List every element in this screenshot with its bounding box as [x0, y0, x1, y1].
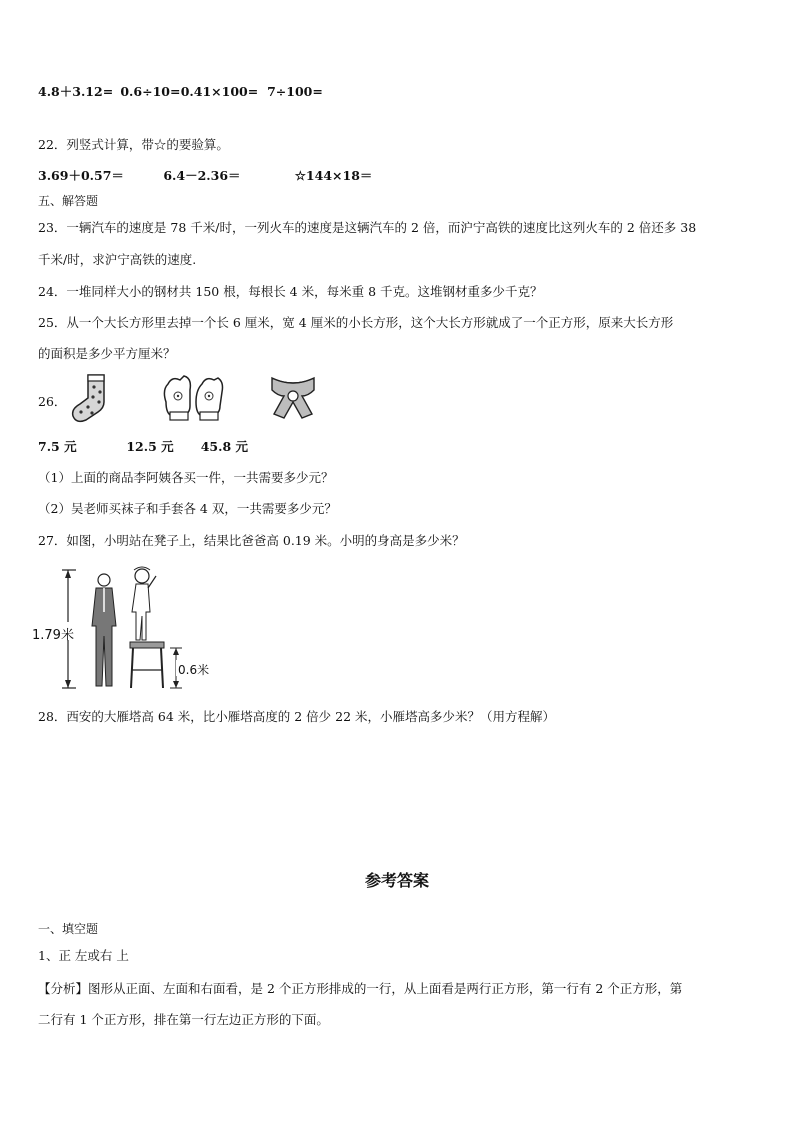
calc-item: 7÷100=: [267, 84, 323, 99]
answer-1: 1、正 左或右 上: [38, 948, 129, 963]
calc-row: [38, 82, 323, 100]
question-22-items: [38, 166, 372, 184]
scarf-price: 45.8 元: [200, 439, 249, 454]
calc-item: 0.41×100=: [180, 84, 259, 99]
answer-1-analysis-line2: 二行有 1 个正方形，排在第一行左边正方形的下面。: [38, 1012, 329, 1027]
gloves-price: 12.5 元: [126, 439, 174, 454]
question-22: 22．列竖式计算，带☆的要验算。: [38, 137, 229, 152]
calc-item: 0.6÷10=: [120, 84, 181, 99]
question-23-line2: 千米/时，求沪宁高铁的速度.: [38, 252, 197, 267]
vertical-calc-item: 3.69＋0.57＝: [38, 168, 124, 183]
question-24: 24．一堆同样大小的钢材共 150 根，每根长 4 米，每米重 8 千克。这堆钢材重多少千克？: [38, 284, 543, 299]
section-title: 五、解答题: [38, 194, 99, 208]
calc-item: 4.8＋3.12=: [38, 84, 114, 99]
height-label: 1.79米: [32, 628, 74, 643]
question-26-number: 26．: [38, 394, 67, 409]
answer-section-title: 一、填空题: [38, 922, 99, 936]
question-25-line1: 25．从一个大长方形里去掉一个长 6 厘米，宽 4 厘米的小长方形，这个大长方形就成了一个正方形，原来大长方形: [38, 315, 674, 330]
question-23-line1: 23．一辆汽车的速度是 78 千米/时，一列火车的速度是这辆汽车的 2 倍，而沪宁高铁的速度比这列火车的 2 倍还多 38: [38, 220, 697, 235]
answer-1-analysis-line1: 【分析】图形从正面、左面和右面看，是 2 个正方形排成的一行，从上面看是两行正方形，第一行有 2 个正方形，第: [38, 981, 683, 996]
question-26-sub1: （1）上面的商品李阿姨各买一件，一共需要多少元？: [38, 470, 334, 485]
answer-title: 参考答案: [364, 871, 429, 890]
question-28: 28．西安的大雁塔高 64 米，比小雁塔高度的 2 倍少 22 米，小雁塔高多少米？（用方程解）: [38, 709, 556, 724]
vertical-calc-item: ☆144×18＝: [294, 168, 373, 183]
gloves-icon: [160, 372, 226, 424]
sock-icon: [66, 372, 116, 424]
price-row: [38, 437, 248, 455]
stool-height-label: 0.6米: [178, 663, 210, 677]
vertical-calc-item: 6.4－2.36＝: [163, 168, 241, 183]
scarf-icon: [268, 370, 318, 422]
question-25-line2: 的面积是多少平方厘米？: [38, 346, 176, 361]
question-27: 27．如图，小明站在凳子上，结果比爸爸高 0.19 米。小明的身高是多少米？: [38, 533, 465, 548]
question-26-sub2: （2）吴老师买袜子和手套各 4 双，一共需要多少元？: [38, 501, 337, 516]
sock-price: 7.5 元: [38, 439, 77, 454]
